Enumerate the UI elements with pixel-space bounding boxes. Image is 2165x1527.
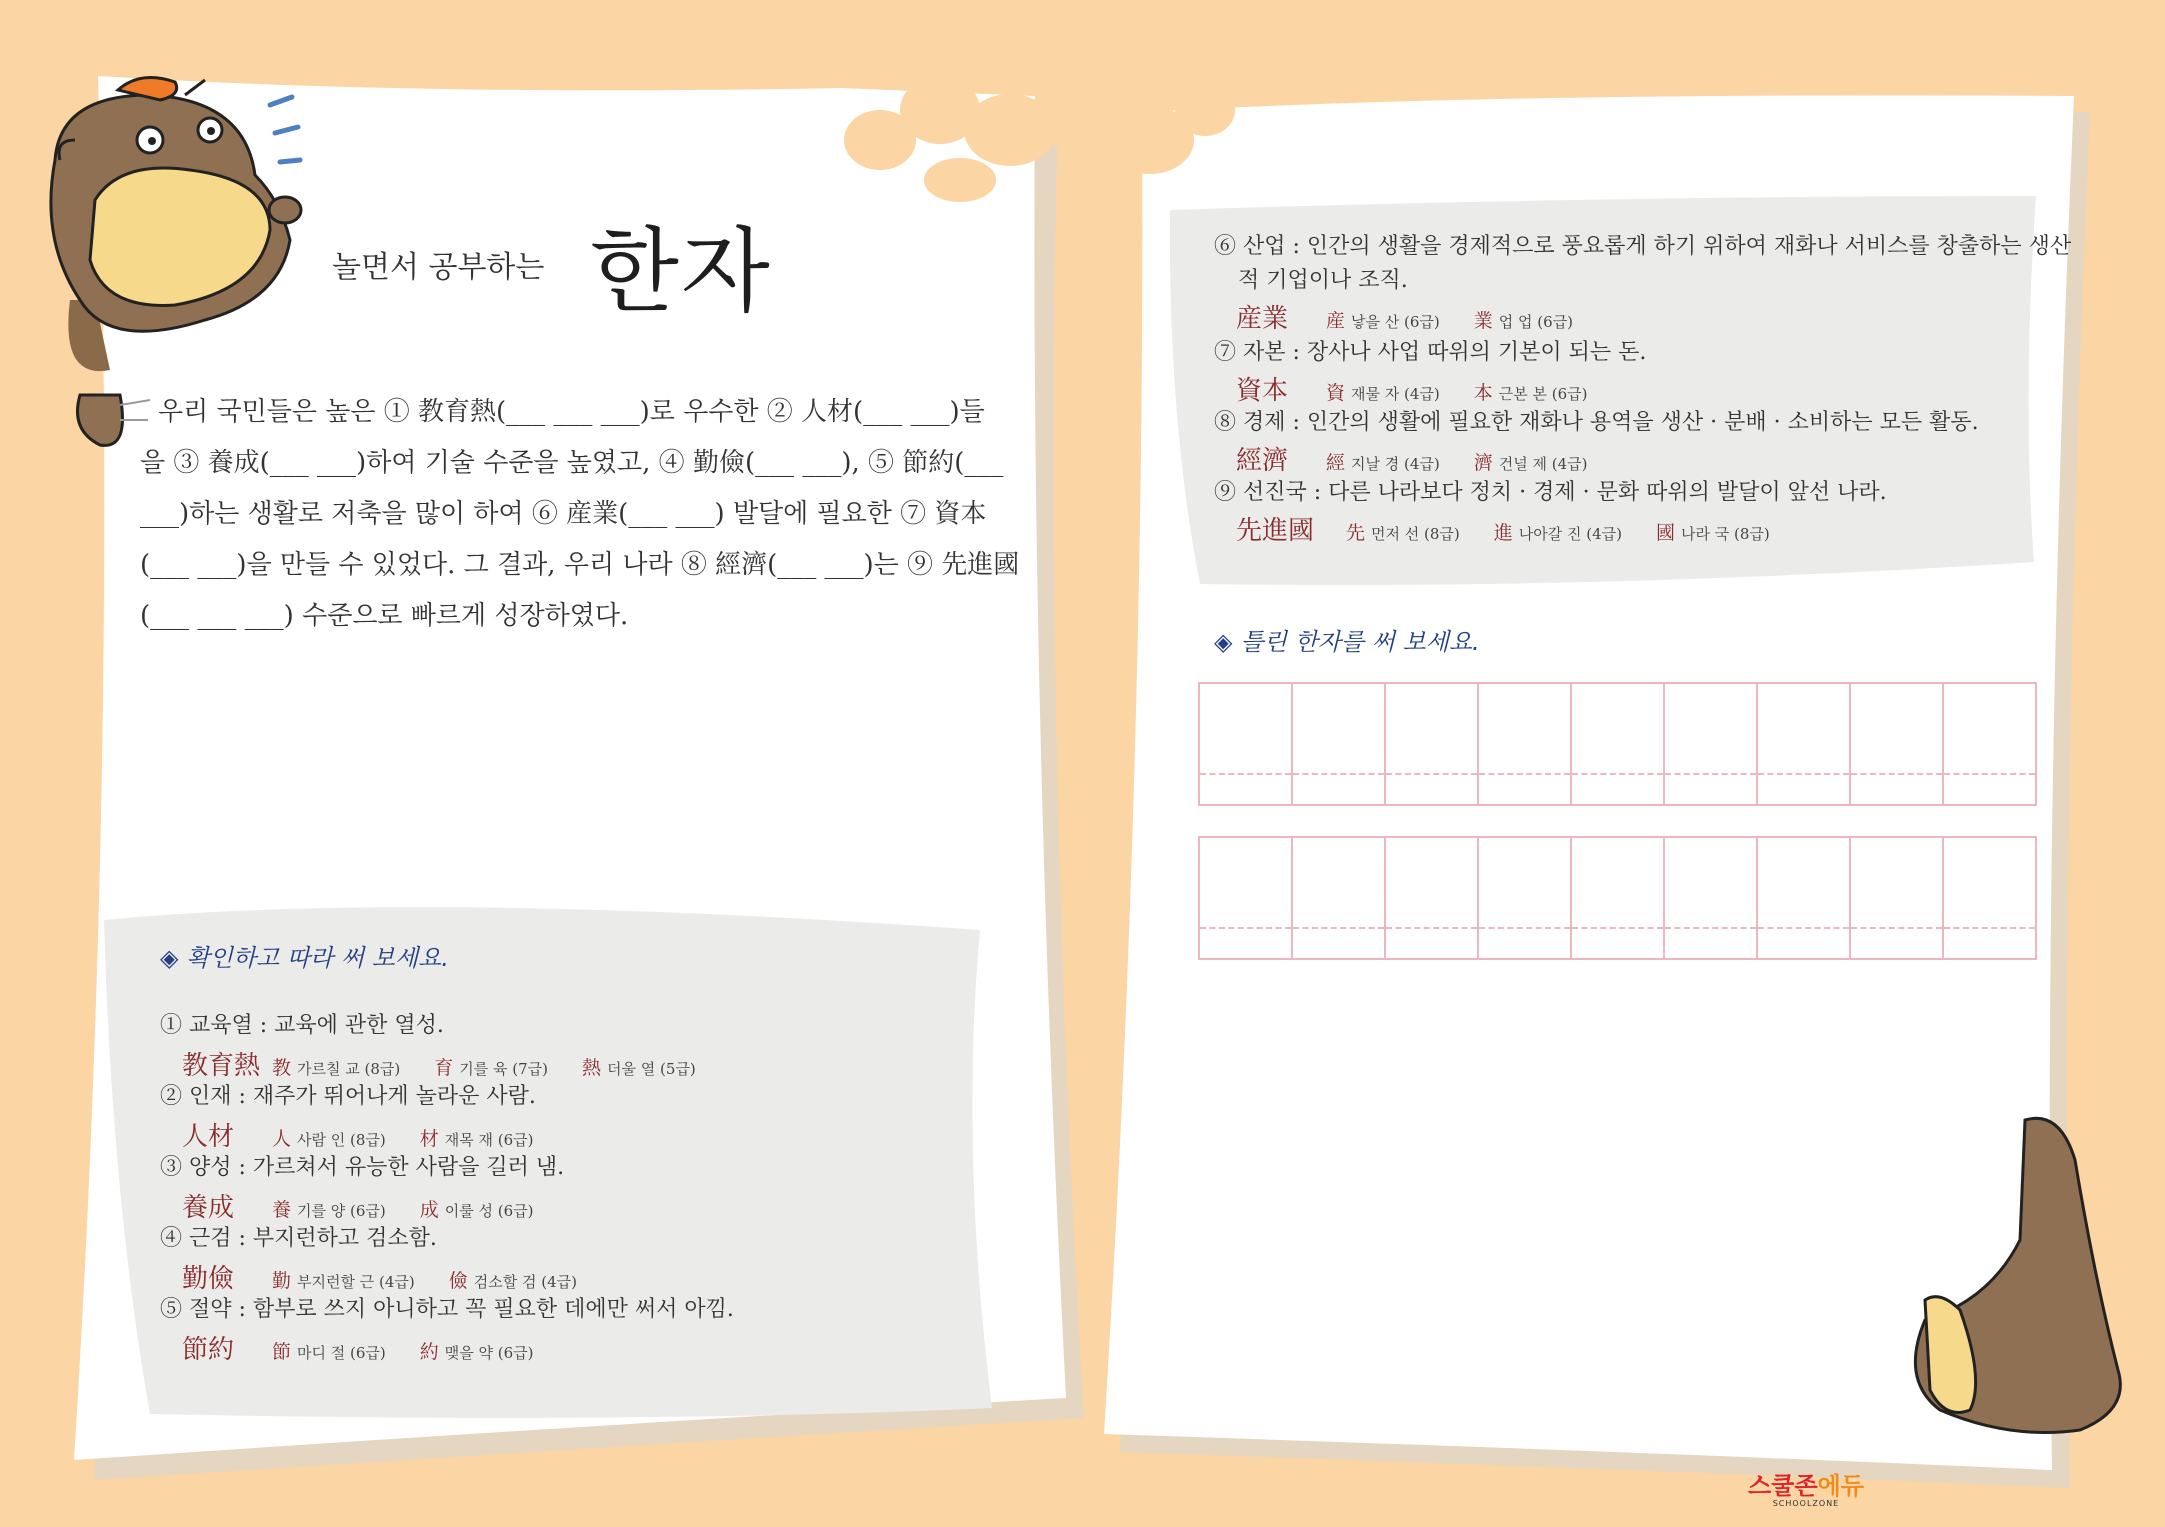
item-hanja: 人材 xyxy=(182,1122,235,1152)
vocab-item xyxy=(1214,406,2034,476)
writing-cell[interactable] xyxy=(1200,838,1293,960)
writing-cell[interactable] xyxy=(1386,838,1479,960)
item-definition: ① 교육열 : 교육에 관한 열성. xyxy=(160,1013,444,1038)
writing-cell[interactable] xyxy=(1665,838,1758,960)
item-definition: ⑦ 자본 : 장사나 사업 따위의 기본이 되는 돈. xyxy=(1214,340,1647,365)
char-meaning: 約 맺을 약 (6급) xyxy=(419,1341,534,1363)
char-meaning: 育 기를 육 (7급) xyxy=(434,1057,549,1079)
item-hanja: 先進國 xyxy=(1236,516,1315,546)
char-meaning: 熱 더울 열 (5급) xyxy=(582,1057,696,1079)
item-definition: ⑤ 절약 : 함부로 쓰지 아니하고 꼭 필요한 데에만 써서 아낌. xyxy=(160,1297,734,1322)
writing-cell[interactable] xyxy=(1293,684,1386,806)
vocab-item xyxy=(1214,336,2034,406)
schoolzone-logo xyxy=(1748,1466,1864,1508)
practice-item xyxy=(160,1221,960,1292)
intro-paragraph xyxy=(140,387,1020,642)
item-hanja: 勤儉 xyxy=(182,1264,235,1294)
writing-cell[interactable] xyxy=(1479,684,1572,806)
char-meaning: 成 이룰 성 (6급) xyxy=(419,1199,534,1221)
char-meaning: 養 기를 양 (6급) xyxy=(272,1199,386,1221)
writing-grid-row xyxy=(1198,682,2037,806)
item-definition: ③ 양성 : 가르쳐서 유능한 사람을 길러 냄. xyxy=(160,1155,565,1180)
char-meaning: 産 낳을 산 (6급) xyxy=(1326,310,1440,332)
item-definition-cont: 적 기업이나 조직. xyxy=(1238,268,1408,293)
practice-list xyxy=(160,1008,960,1363)
writing-cell[interactable] xyxy=(1758,838,1851,960)
writing-cell[interactable] xyxy=(1200,684,1293,806)
item-hanja: 養成 xyxy=(182,1193,235,1223)
item-hanja: 節約 xyxy=(182,1335,235,1365)
writing-cell[interactable] xyxy=(1386,684,1479,806)
vocab-list-right xyxy=(1214,230,2072,546)
writing-cell[interactable] xyxy=(1944,838,2037,960)
char-meaning: 本 근본 본 (6급) xyxy=(1473,382,1588,404)
paragraph-line: ___)하는 생활로 저축을 많이 하여 ⑥ 産業(___ ___) 발달에 필요한 ⑦ 資本 xyxy=(140,499,987,529)
logo-sub: 에듀 xyxy=(1817,1472,1864,1500)
char-meaning: 人 사람 인 (8급) xyxy=(272,1128,386,1150)
paragraph-line: (___ ___ ___) 수준으로 빠르게 성장하였다. xyxy=(140,601,629,631)
paragraph-line: 우리 국민들은 높은 ① 教育熱(___ ___ ___)로 우수한 ② 人材(___ ___)들 xyxy=(158,397,985,427)
page-title: 한자 xyxy=(590,218,772,325)
char-meaning: 儉 검소할 검 (4급) xyxy=(448,1270,577,1292)
logo-tagline: SCHOOLZONE xyxy=(1772,1499,1840,1508)
writing-cell[interactable] xyxy=(1572,684,1665,806)
logo-main: 스쿨존 xyxy=(1748,1472,1818,1500)
char-meaning: 業 업 업 (6급) xyxy=(1473,310,1574,332)
writing-cell[interactable] xyxy=(1479,838,1572,960)
wrong-section-title xyxy=(1214,622,1480,657)
item-hanja: 産業 xyxy=(1236,304,1289,334)
writing-cell[interactable] xyxy=(1944,684,2037,806)
item-definition: ⑥ 산업 : 인간의 생활을 경제적으로 풍요롭게 하기 위하여 재화나 서비스를 창출하는 생산 xyxy=(1214,234,2072,259)
item-hanja: 經濟 xyxy=(1236,446,1289,476)
practice-item xyxy=(160,1008,960,1079)
char-meaning: 勤 부지런할 근 (4급) xyxy=(272,1270,415,1292)
item-hanja: 教育熱 xyxy=(182,1051,261,1081)
diamond-icon: ◈ xyxy=(160,944,179,972)
writing-cell[interactable] xyxy=(1293,838,1386,960)
char-meaning: 節 마디 절 (6급) xyxy=(272,1341,386,1363)
practice-item xyxy=(160,1292,960,1363)
char-meaning: 先 먼저 선 (8급) xyxy=(1346,522,1460,544)
practice-item xyxy=(160,1150,960,1221)
writing-cell[interactable] xyxy=(1758,684,1851,806)
vocab-item xyxy=(1214,230,2072,336)
item-definition: ② 인재 : 재주가 뛰어나게 놀라운 사람. xyxy=(160,1084,536,1109)
char-meaning: 材 재목 재 (6급) xyxy=(419,1128,534,1150)
paragraph-line: (___ ___)을 만들 수 있었다. 그 결과, 우리 나라 ⑧ 經濟(___ ___)는 ⑨ 先進國 xyxy=(140,550,1020,580)
practice-section-title xyxy=(160,938,449,973)
practice-title-text: 확인하고 따라 써 보세요. xyxy=(186,944,449,972)
writing-cell[interactable] xyxy=(1851,684,1944,806)
item-definition: ④ 근검 : 부지런하고 검소함. xyxy=(160,1226,437,1251)
wrong-title-text: 틀린 한자를 써 보세요. xyxy=(1240,628,1480,656)
writing-grid-row xyxy=(1198,836,2037,960)
char-meaning: 進 나아갈 진 (4급) xyxy=(1493,522,1623,544)
diamond-icon: ◈ xyxy=(1214,628,1233,656)
item-definition: ⑨ 선진국 : 다른 나라보다 정치 · 경제 · 문화 따위의 발달이 앞선 나라. xyxy=(1214,480,1887,505)
writing-cell[interactable] xyxy=(1665,684,1758,806)
char-meaning: 濟 건널 제 (4급) xyxy=(1473,452,1588,474)
char-meaning: 經 지날 경 (4급) xyxy=(1326,452,1440,474)
writing-cell[interactable] xyxy=(1851,838,1944,960)
page-subtitle: 놀면서 공부하는 xyxy=(332,250,545,285)
item-definition: ⑧ 경제 : 인간의 생활에 필요한 재화나 용역을 생산 · 분배 · 소비하는 모든 활동. xyxy=(1214,410,1979,435)
item-hanja: 資本 xyxy=(1236,376,1289,406)
char-meaning: 國 나라 국 (8급) xyxy=(1656,522,1770,544)
practice-item xyxy=(160,1079,960,1150)
vocab-item xyxy=(1214,476,2034,546)
char-meaning: 資 재물 자 (4급) xyxy=(1326,382,1440,404)
paragraph-line: 을 ③ 養成(___ ___)하여 기술 수준을 높였고, ④ 勤儉(___ ___), ⑤ 節約(___ xyxy=(140,448,1004,478)
char-meaning: 教 가르칠 교 (8급) xyxy=(272,1057,401,1079)
writing-cell[interactable] xyxy=(1572,838,1665,960)
